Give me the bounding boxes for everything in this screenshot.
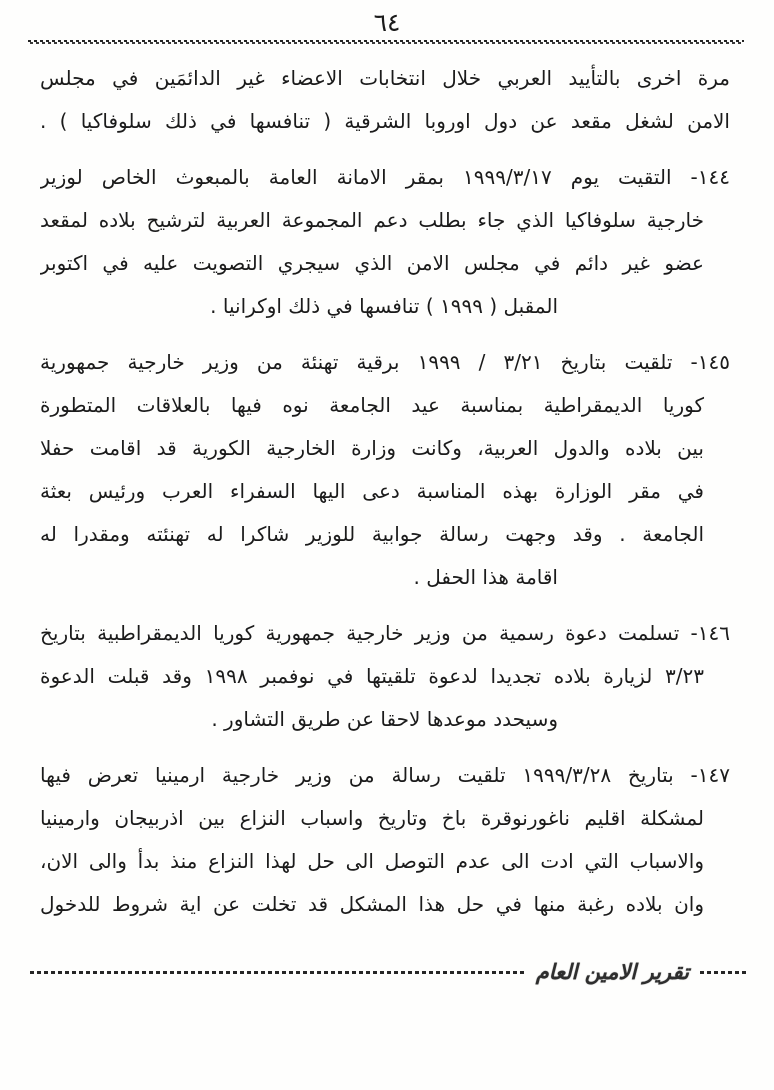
paragraph	[40, 341, 730, 599]
text-line: ١٤٧- بتاريخ ١٩٩٩/٣/٢٨ تلقيت رسالة من وزير خارجية ارمينيا تعرض فيها	[40, 763, 730, 787]
paragraph	[40, 156, 730, 328]
text-line: الجامعة . وقد وجهت رسالة جوابية للوزير شاكرا له تهنئته ومقدرا له	[40, 522, 704, 546]
text-line: لمشكلة اقليم ناغورنوقرة باخ وتاريخ واسباب النزاع بين اذربيجان وارمينيا	[40, 806, 704, 830]
text-line: وان بلاده رغبة منها في حل هذا المشكل قد تخلت عن اية شروط للدخول	[40, 892, 704, 916]
document-body	[40, 57, 730, 926]
paragraph	[40, 57, 730, 143]
text-line: مرة اخرى بالتأييد العربي خلال انتخابات الاعضاء غير الدائمَين في مجلس	[40, 66, 730, 90]
footer-label: تقرير الامين العام	[535, 960, 689, 984]
top-divider	[28, 40, 744, 44]
text-line: خارجية سلوفاكيا الذي جاء بطلب دعم المجموعة العربية لترشيح بلاده لمقعد	[40, 208, 704, 232]
paragraph	[40, 612, 730, 741]
text-line: في مقر الوزارة بهذه المناسبة دعى اليها السفراء العرب ورئيس بعثة	[40, 479, 704, 503]
text-line: عضو غير دائم في مجلس الامن الذي سيجري التصويت عليه في اكتوبر	[40, 251, 704, 275]
footer-divider-right	[700, 971, 746, 974]
text-line: والاسباب التي ادت الى عدم التوصل الى حل لهذا النزاع منذ بدأ والى الان،	[40, 849, 704, 873]
text-line: ٣/٢٣ لزيارة بلاده تجديدا لدعوة تلقيتها في نوفمبر ١٩٩٨ وقد قبلت الدعوة	[40, 664, 704, 688]
footer	[30, 960, 746, 984]
text-line: ١٤٤- التقيت يوم ١٩٩٩/٣/١٧ بمقر الامانة العامة بالمبعوث الخاص لوزير	[40, 165, 730, 189]
text-line: المقبل ( ١٩٩٩ ) تنافسها في ذلك اوكرانيا .	[210, 294, 558, 318]
text-line: ١٤٥- تلقيت بتاريخ ٣/٢١ / ١٩٩٩ برقية تهنئة من وزير خارجية جمهورية	[40, 350, 730, 374]
page-number: ٦٤	[373, 8, 401, 37]
text-line: وسيحدد موعدها لاحقا عن طريق التشاور .	[211, 707, 558, 731]
text-line: اقامة هذا الحفل .	[413, 565, 558, 589]
footer-divider-left	[30, 971, 525, 974]
paragraph	[40, 754, 730, 926]
text-line: بين بلاده والدول العربية، وكانت وزارة الخارجية الكورية قد اقامت حفلا	[40, 436, 704, 460]
text-line: ١٤٦- تسلمت دعوة رسمية من وزير خارجية جمهورية كوريا الديمقراطبية بتاريخ	[40, 621, 730, 645]
text-line: الامن لشغل مقعد عن دول اوروبا الشرقية ( تنافسها في ذلك سلوفاكيا ) .	[40, 109, 730, 133]
text-line: كوريا الديمقراطية بمناسبة عيد الجامعة نوه فيها بالعلاقات المتطورة	[40, 393, 704, 417]
